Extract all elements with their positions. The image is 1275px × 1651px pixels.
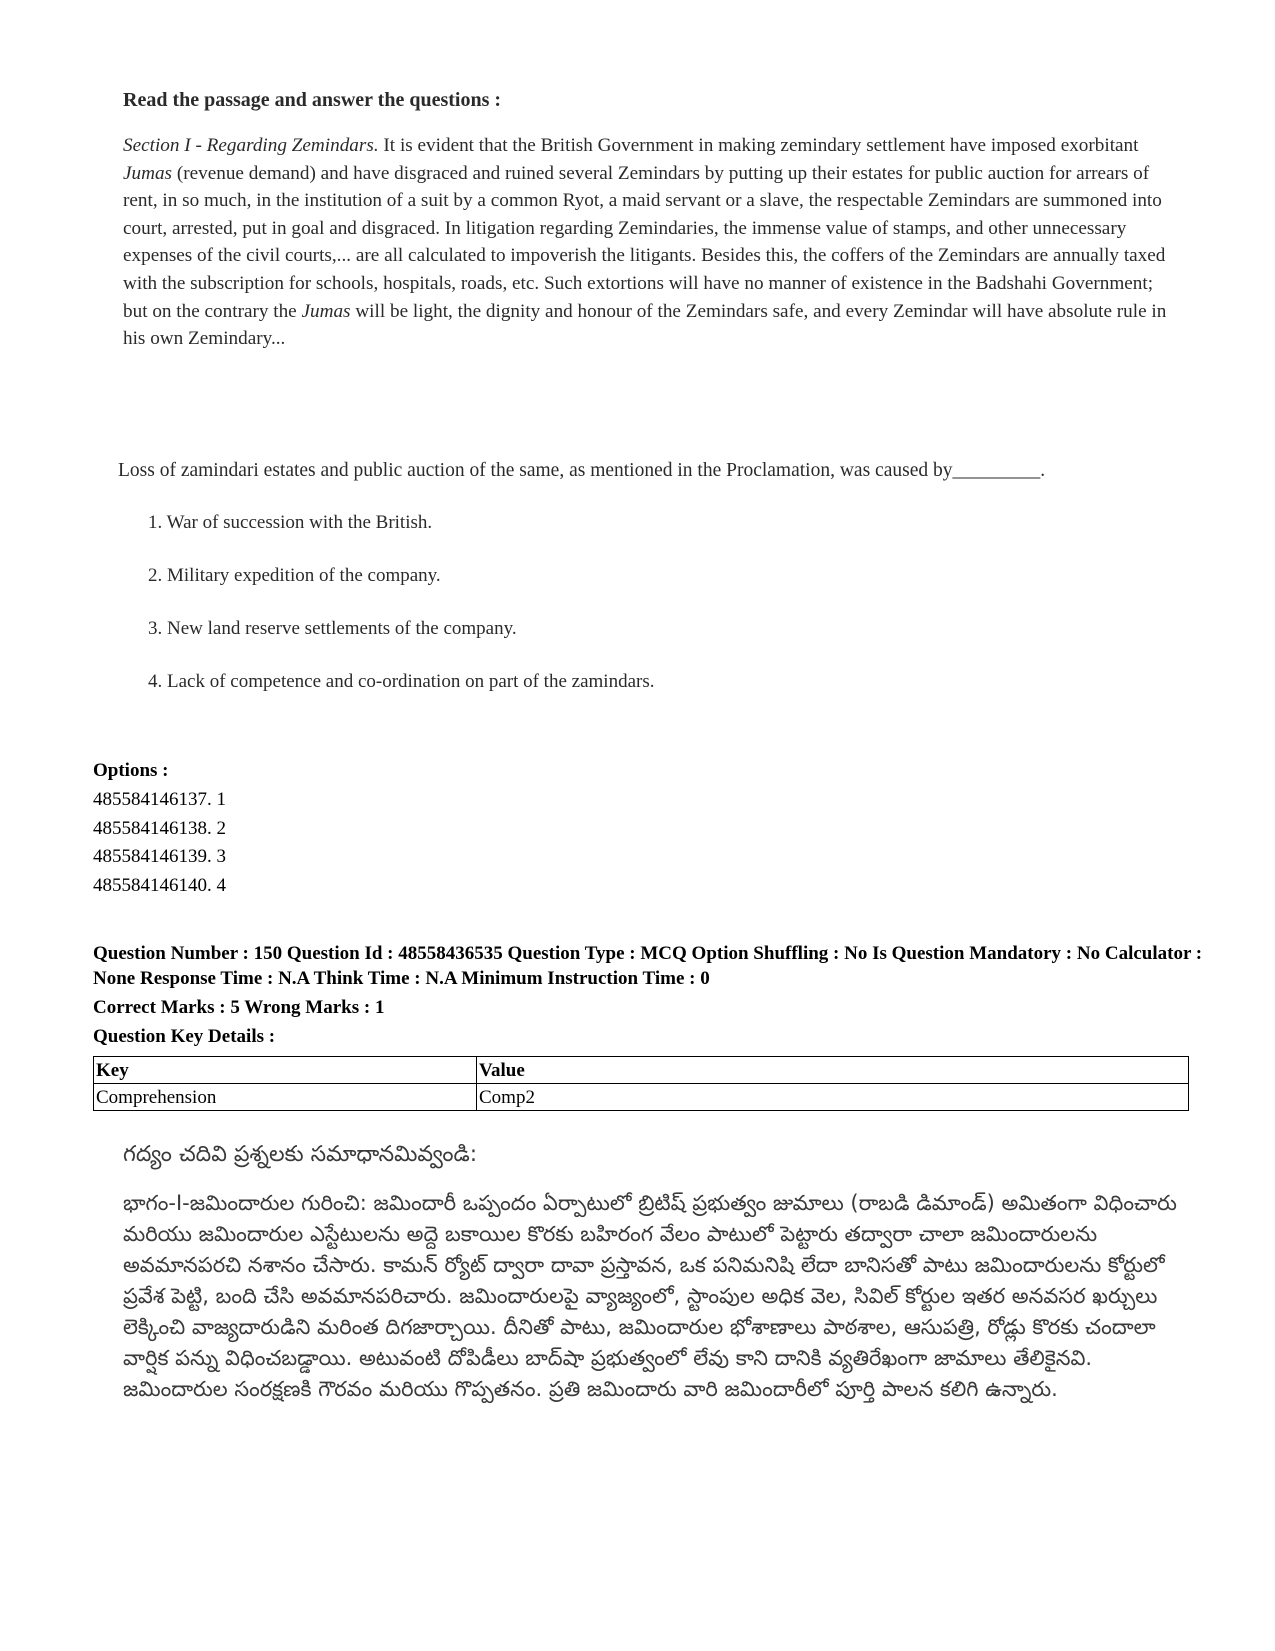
key-details-heading: Question Key Details : (93, 1026, 276, 1047)
passage-text: will be light, the dignity and honour of the Zemindars safe, and every Zemindar will have absolute rule in his own Zemindary... (123, 300, 1167, 350)
choice-item: 3. New land reserve settlements of the company. (148, 618, 517, 639)
telugu-passage-image (123, 1138, 1193, 1405)
passage-text: (revenue demand) and have disgraced and ruined several Zemindars by putting up their estates for public auction for arrears of rent, in so much, in the institution of a suit by a common Ryot, a maid servant or a slave, the respectable Zemindars are summoned into court, arrested, put in goal and disgraced. In litigation regarding Zemindaries, the immense value of stamps, and other unnecessary expenses of the civil courts,... are all calculated to impoverish the litigants. Besides this, the coffers of the Zemindars are annually taxed with the subscription for schools, hospitals, roads, etc. Such extortions will have no manner of existence in the Badshahi Government; but on the contrary the (123, 162, 1166, 322)
jumas-term: Jumas (301, 300, 351, 322)
telugu-body: భాగం-I-జమిందారుల గురించి: జమిందారీ ఒప్పందం ఏర్పాటులో బ్రిటిష్ ప్రభుత్వం జుమాలు (రాబడి డిమాండ్) అమితంగా విధించారు మరియు జమిందారుల ఎస్టేటులను అద్దె బకాయిల కొరకు బహిరంగ వేలం పాటులో పెట్టారు తద్వారా చాలా జమిందారులను అవమానపరచి నశానం చేసారు. కామన్ ర్యోట్ ద్వారా దావా ప్రస్తావన, ఒక పనిమనిషి లేదా బానిసతో పాటు జమిందారులను కోర్టులో ప్రవేశ పెట్టి, బంది చేసి అవమానపరిచారు. జమిందారులపై వ్యాజ్యంలో, స్టాంపుల అధిక వెల, సివిల్ కోర్టుల ఇతర అనవసర ఖర్చులు లెక్కించి వాజ్యదారుడిని మరింత దిగజార్చాయి. దీనితో పాటు, జమిందారుల భోశాణాలు పాఠశాల, ఆసుపత్రి, రోడ్లు కొరకు చందాలా వార్షిక పన్ను విధించబడ్డాయి. అటువంటి దోపిడీలు బాద్‌షా ప్రభుత్వంలో లేవు కాని దానికి వ్యతిరేఖంగా జామాలు తేలికైనవి. జమిందారుల సంరక్షణకి గౌరవం మరియు గొప్పతనం. ప్రతి జమిందారు వారి జమిందారీలో పూర్తి పాలన కలిగి ఉన్నారు. (123, 1191, 1177, 1401)
choice-item: 2. Military expedition of the company. (148, 565, 441, 586)
question-meta (93, 941, 1203, 1049)
question-stem: Loss of zamindari estates and public auction of the same, as mentioned in the Proclamation, was caused by_________. (118, 460, 1046, 481)
table-row (94, 1084, 1189, 1111)
passage-heading: Read the passage and answer the questions : (123, 89, 502, 111)
marks-line: Correct Marks : 5 Wrong Marks : 1 (93, 997, 385, 1018)
option-item: 485584146139. 3 (93, 846, 226, 867)
option-item: 485584146140. 4 (93, 874, 226, 896)
question-choices (148, 509, 1178, 696)
value-header: Value (477, 1057, 1189, 1084)
options-heading: Options : (93, 760, 169, 781)
passage-text: It is evident that the British Government in making zemindary settlement have imposed exorbitant (378, 135, 1139, 156)
question-info-line: Question Number : 150 Question Id : 48558436535 Question Type : MCQ Option Shuffling : No Is Question Mandatory : No Calculator : None Response Time : N.A Think Time : N.A Minimum Instruction Time : 0 (93, 943, 1203, 989)
choice-item: 4. Lack of competence and co-ordination on part of the zamindars. (148, 671, 655, 692)
table-header-row (94, 1057, 1189, 1084)
jumas-term: Jumas (123, 162, 173, 184)
key-details-table (93, 1056, 1189, 1111)
option-item: 485584146138. 2 (93, 817, 226, 839)
passage-body (123, 132, 1173, 353)
question-image (118, 457, 1178, 721)
value-cell: Comp2 (477, 1084, 1189, 1111)
choice-item: 1. War of succession with the British. (148, 512, 433, 533)
option-item: 485584146137. 1 (93, 789, 226, 810)
telugu-heading: గద్యం చదివి ప్రశ్నలకు సమాధానమివ్వండి: (123, 1142, 478, 1167)
key-header: Key (94, 1057, 477, 1084)
option-list (93, 786, 226, 900)
key-cell: Comprehension (94, 1084, 477, 1111)
passage-image (123, 86, 1173, 353)
section-label: Section I - Regarding Zemindars. (123, 135, 379, 156)
